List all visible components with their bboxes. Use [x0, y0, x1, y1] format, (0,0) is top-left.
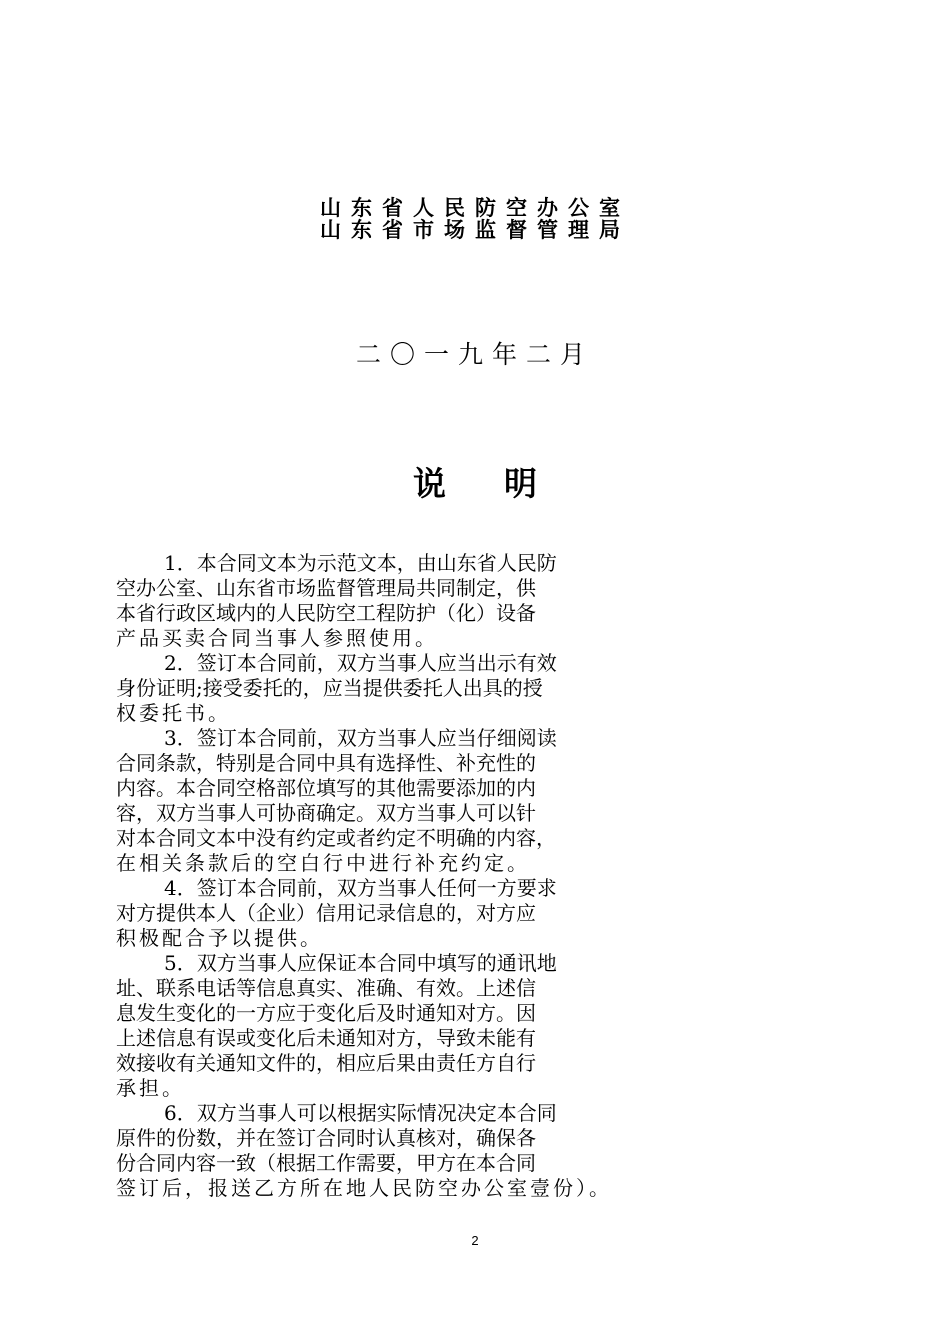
line-text: 产品买卖合同当事人参照使用。 [116, 626, 438, 650]
paragraph-line [116, 751, 828, 776]
paragraph-line [116, 651, 828, 676]
page-number: 2 [471, 1233, 479, 1248]
line-text: 内容。本合同空格部位填写的其他需要添加的内 [116, 776, 536, 800]
paragraph-line [116, 726, 828, 751]
paragraph-line [116, 801, 828, 826]
paragraph-line [116, 926, 828, 951]
line-text: 4．签订本合同前，双方当事人任何一方要求 [164, 876, 557, 900]
paragraph-line [116, 1026, 828, 1051]
paragraph-line [116, 1076, 828, 1101]
instructions-body [116, 551, 828, 1201]
paragraph-line [116, 1151, 828, 1176]
heading-char-2: 明 [504, 464, 537, 503]
paragraph-line [116, 1126, 828, 1151]
line-text: 6．双方当事人可以根据实际情况决定本合同 [164, 1101, 557, 1125]
instruction-paragraph [116, 551, 828, 651]
paragraph-line [116, 826, 828, 851]
paragraph-line [116, 851, 828, 876]
line-text: 空办公室、山东省市场监督管理局共同制定，供 [116, 576, 536, 600]
line-text: 效接收有关通知文件的，相应后果由责任方自行 [116, 1051, 536, 1075]
line-text: 2．签订本合同前，双方当事人应当出示有效 [164, 651, 557, 675]
line-text: 承担。 [116, 1076, 185, 1100]
issuing-authorities [0, 197, 950, 241]
line-text: 对方提供本人（企业）信用记录信息的，对方应 [116, 901, 536, 925]
line-text: 1．本合同文本为示范文本，由山东省人民防 [164, 551, 557, 575]
heading-char-1: 说 [413, 464, 446, 503]
instruction-paragraph [116, 726, 828, 876]
paragraph-line [116, 1001, 828, 1026]
instruction-paragraph [116, 651, 828, 726]
paragraph-line [116, 551, 828, 576]
paragraph-line [116, 1176, 828, 1201]
line-text: 份合同内容一致（根据工作需要，甲方在本合同 [116, 1151, 536, 1175]
paragraph-line [116, 951, 828, 976]
line-text: 签订后，报送乙方所在地人民防空办公室壹份）。 [116, 1176, 612, 1200]
line-text: 上述信息有误或变化后未通知对方，导致未能有 [116, 1026, 536, 1050]
line-text: 在相关条款后的空白行中进行补充约定。 [116, 851, 530, 875]
line-text: 本省行政区域内的人民防空工程防护（化）设备 [116, 601, 536, 625]
paragraph-line [116, 776, 828, 801]
line-text: 合同条款，特别是合同中具有选择性、补充性的 [116, 751, 536, 775]
paragraph-line [116, 576, 828, 601]
paragraph-line [116, 1051, 828, 1076]
line-text: 址、联系电话等信息真实、准确、有效。上述信 [116, 976, 536, 1000]
line-text: 原件的份数，并在签订合同时认真核对，确保各 [116, 1126, 536, 1150]
issuer-market-supervision-bureau: 山东省市场监督管理局 [320, 218, 630, 242]
line-text: 身份证明;接受委托的，应当提供委托人出具的授 [116, 676, 543, 700]
instruction-paragraph [116, 876, 828, 951]
paragraph-line [116, 601, 828, 626]
line-text: 对本合同文本中没有约定或者约定不明确的内容， [116, 826, 556, 850]
line-text: 5．双方当事人应保证本合同中填写的通讯地 [164, 951, 557, 975]
line-text: 容，双方当事人可协商确定。双方当事人可以针 [116, 801, 536, 825]
paragraph-line [116, 701, 828, 726]
instruction-paragraph [116, 951, 828, 1101]
line-text: 3．签订本合同前，双方当事人应当仔细阅读 [164, 726, 557, 750]
paragraph-line [116, 1101, 828, 1126]
issuer-civil-air-defense-office: 山东省人民防空办公室 [320, 196, 630, 220]
paragraph-line [116, 626, 828, 651]
paragraph-line [116, 676, 828, 701]
line-text: 息发生变化的一方应于变化后及时通知对方。因 [116, 1001, 536, 1025]
paragraph-line [116, 876, 828, 901]
paragraph-line [116, 976, 828, 1001]
section-heading [0, 458, 950, 505]
line-text: 积极配合予以提供。 [116, 926, 323, 950]
paragraph-line [116, 901, 828, 926]
line-text: 权委托书。 [116, 701, 231, 725]
instruction-paragraph [116, 1101, 828, 1201]
issue-date: 二〇一九年二月 [355, 340, 594, 369]
